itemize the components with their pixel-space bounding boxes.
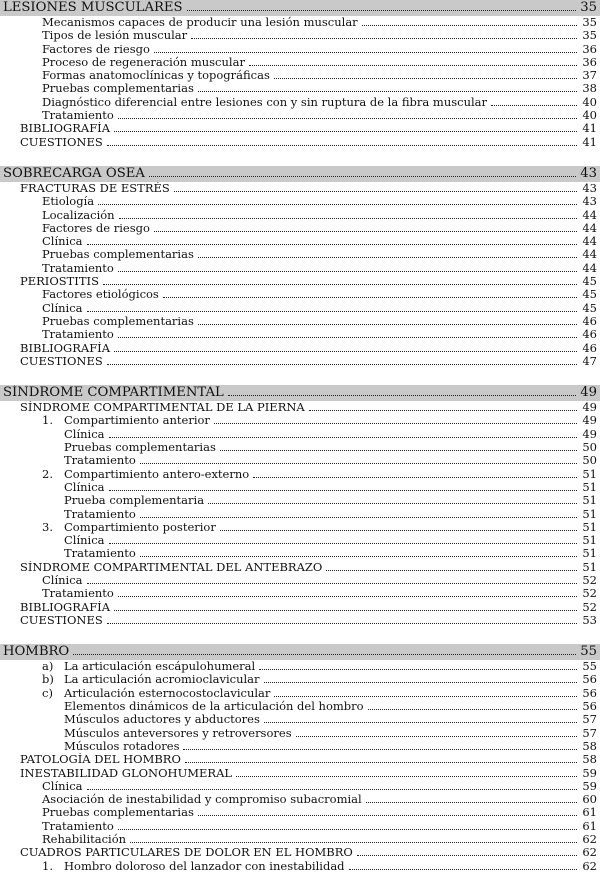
section-header[interactable] <box>0 0 600 16</box>
page-number: 46 <box>582 341 597 355</box>
page-number: 47 <box>582 354 597 368</box>
section-title: SOBRECARGA ÓSEA <box>3 165 145 181</box>
dot-leader <box>208 503 577 504</box>
section-title: LESIONES MUSCULARES <box>3 0 183 15</box>
page-number: 40 <box>582 109 597 123</box>
dot-leader <box>220 450 577 451</box>
page-number: 60 <box>582 793 597 807</box>
dot-leader <box>274 696 577 697</box>
toc-entry[interactable] <box>0 428 600 441</box>
toc-entry[interactable] <box>0 846 600 859</box>
page-number: 51 <box>582 547 597 561</box>
dot-leader <box>366 802 577 803</box>
page-number: 44 <box>582 261 597 275</box>
toc-entry[interactable] <box>0 355 600 368</box>
dot-leader <box>198 91 577 92</box>
toc-entry[interactable] <box>0 401 600 414</box>
dot-leader <box>264 722 577 723</box>
page-number: 51 <box>582 560 597 574</box>
entry-title: Rehabilitación <box>42 833 127 847</box>
dot-leader <box>174 191 577 192</box>
entry-title: Proceso de regeneración muscular <box>42 55 245 69</box>
entry-title: Pruebas complementarias <box>64 441 216 455</box>
dot-leader <box>149 176 576 177</box>
toc-entry[interactable] <box>0 43 600 56</box>
entry-title: BIBLIOGRAFÍA <box>20 122 111 136</box>
toc-entry[interactable] <box>0 222 600 235</box>
entry-title: Compartimiento antero-externo <box>64 467 250 481</box>
dot-leader <box>198 257 577 258</box>
dot-leader <box>107 145 577 146</box>
entry-title: Elementos dinámicos de la articulación del hombro <box>64 700 364 714</box>
toc-entry[interactable] <box>0 414 600 427</box>
section-spacer <box>0 149 600 166</box>
page-number: 51 <box>582 494 597 508</box>
toc-entry[interactable] <box>0 614 600 627</box>
entry-title: PERIOSTITIS <box>20 275 99 289</box>
dot-leader <box>349 869 577 870</box>
dot-leader <box>198 324 577 325</box>
entry-title: Compartimiento anterior <box>64 414 210 428</box>
dot-leader <box>309 410 577 411</box>
page-number: 52 <box>582 600 597 614</box>
toc-entry[interactable] <box>0 806 600 819</box>
dot-leader <box>109 543 577 544</box>
section-header[interactable] <box>0 644 600 660</box>
entry-title: CUESTIONES <box>20 354 103 368</box>
toc-entry[interactable] <box>0 574 600 587</box>
entry-title: Factores etiológicos <box>42 288 159 302</box>
page-number: 44 <box>582 248 597 262</box>
dot-leader <box>163 297 577 298</box>
toc-entry[interactable] <box>0 494 600 507</box>
dot-leader <box>491 105 577 106</box>
dot-leader <box>183 749 577 750</box>
page-number: 51 <box>582 534 597 548</box>
dot-leader <box>118 596 577 597</box>
toc-entry[interactable] <box>0 820 600 833</box>
dot-leader <box>118 271 577 272</box>
entry-title: Prueba complementaria <box>64 494 205 508</box>
dot-leader <box>87 789 577 790</box>
entry-number: c) <box>42 686 53 700</box>
entry-title: BIBLIOGRAFÍA <box>20 341 111 355</box>
page-number: 35 <box>582 16 597 29</box>
toc-entry[interactable] <box>0 262 600 275</box>
entry-title: Clínica <box>42 235 83 249</box>
toc-entry[interactable] <box>0 660 600 673</box>
page-number: 62 <box>582 833 597 847</box>
page-number: 52 <box>582 587 597 601</box>
entry-title: Formas anatomoclínicas y topográficas <box>42 69 270 83</box>
toc-entry[interactable] <box>0 767 600 780</box>
toc-entry[interactable] <box>0 195 600 208</box>
page-number: 45 <box>582 301 597 315</box>
entry-number: 3. <box>42 520 53 534</box>
page-number: 56 <box>582 686 597 700</box>
toc-entry[interactable] <box>0 833 600 846</box>
entry-title: Pruebas complementarias <box>42 806 194 820</box>
toc-entry[interactable] <box>0 342 600 355</box>
dot-leader <box>191 38 577 39</box>
page-number: 51 <box>582 467 597 481</box>
entry-title: CUESTIONES <box>20 135 103 149</box>
toc-entry[interactable] <box>0 122 600 135</box>
entry-title: Pruebas complementarias <box>42 314 194 328</box>
entry-title: Clínica <box>42 573 83 587</box>
dot-leader <box>259 669 577 670</box>
page-number: 53 <box>582 613 597 627</box>
page-number: 44 <box>582 221 597 235</box>
page-number: 44 <box>582 235 597 249</box>
page-number: 35 <box>582 29 597 43</box>
entry-title: Diagnóstico diferencial entre lesiones con y sin ruptura de la fibra muscular <box>42 95 488 109</box>
toc-entry[interactable] <box>0 441 600 454</box>
page-number: 43 <box>580 165 597 181</box>
entry-title: Músculos anteversores y retroversores <box>64 726 292 740</box>
page-number: 50 <box>582 454 597 468</box>
toc-entry[interactable] <box>0 235 600 248</box>
toc-entry[interactable] <box>0 468 600 481</box>
toc-entry[interactable] <box>0 109 600 122</box>
page-number: 35 <box>580 0 597 15</box>
dot-leader <box>109 437 577 438</box>
dot-leader <box>87 244 577 245</box>
dot-leader <box>214 423 577 424</box>
section-spacer <box>0 627 600 644</box>
dot-leader <box>187 10 577 11</box>
page-number: 61 <box>582 819 597 833</box>
dot-leader <box>119 218 577 219</box>
entry-title: Tratamiento <box>64 454 136 468</box>
page-number: 51 <box>582 507 597 521</box>
entry-title: Pruebas complementarias <box>42 82 194 96</box>
entry-title: Hombro doloroso del lanzador con inestabilidad <box>64 859 345 873</box>
page-number: 50 <box>582 441 597 455</box>
page-number: 49 <box>582 427 597 441</box>
dot-leader <box>98 204 577 205</box>
entry-title: Pruebas complementarias <box>42 248 194 262</box>
toc-entry[interactable] <box>0 96 600 109</box>
toc-entry[interactable] <box>0 481 600 494</box>
entry-title: Músculos rotadores <box>64 739 180 753</box>
toc-entry[interactable] <box>0 740 600 753</box>
section-title: HOMBRO <box>3 644 70 660</box>
toc-entry[interactable] <box>0 793 600 806</box>
dot-leader <box>326 570 577 571</box>
page-number: 56 <box>582 673 597 687</box>
entry-title: Clínica <box>64 427 105 441</box>
page-number: 41 <box>582 122 597 136</box>
toc-entry[interactable] <box>0 288 600 301</box>
entry-title: Clínica <box>64 480 105 494</box>
page-number: 37 <box>582 69 597 83</box>
page-number: 52 <box>582 573 597 587</box>
page-number: 41 <box>582 135 597 149</box>
page-number: 46 <box>582 314 597 328</box>
toc-entry[interactable] <box>0 16 600 29</box>
page-number: 45 <box>582 288 597 302</box>
entry-title: Etiología <box>42 195 95 209</box>
page-number: 61 <box>582 806 597 820</box>
dot-leader <box>107 623 577 624</box>
page-number: 44 <box>582 208 597 222</box>
toc-entry[interactable] <box>0 700 600 713</box>
page-number: 46 <box>582 328 597 342</box>
toc-entry[interactable] <box>0 136 600 149</box>
dot-leader <box>118 337 577 338</box>
toc-entry[interactable] <box>0 454 600 467</box>
toc-entry[interactable] <box>0 727 600 740</box>
toc-entry[interactable] <box>0 561 600 574</box>
dot-leader <box>118 829 577 830</box>
toc-entry[interactable] <box>0 860 600 873</box>
entry-title: Tratamiento <box>42 587 114 601</box>
dot-leader <box>357 855 577 856</box>
page-number: 57 <box>582 713 597 727</box>
dot-leader <box>198 815 577 816</box>
dot-leader <box>274 78 577 79</box>
entry-title: La articulación acromioclavicular <box>64 673 260 687</box>
toc-entry[interactable] <box>0 82 600 95</box>
entry-title: Factores de riesgo <box>42 42 150 56</box>
toc-entry[interactable] <box>0 534 600 547</box>
entry-title: Tratamiento <box>64 507 136 521</box>
dot-leader <box>109 490 577 491</box>
toc-entry[interactable] <box>0 673 600 686</box>
dot-leader <box>140 463 577 464</box>
entry-title: SÍNDROME COMPARTIMENTAL DEL ANTEBRAZO <box>20 560 323 574</box>
section-header[interactable] <box>0 385 600 401</box>
entry-number: a) <box>42 660 54 674</box>
dot-leader <box>368 709 577 710</box>
dot-leader <box>249 65 577 66</box>
entry-title: SÍNDROME COMPARTIMENTAL DE LA PIERNA <box>20 401 305 415</box>
page-number: 57 <box>582 726 597 740</box>
dot-leader <box>228 395 576 396</box>
dot-leader <box>114 351 577 352</box>
dot-leader <box>154 52 577 53</box>
page-number: 40 <box>582 95 597 109</box>
page-number: 51 <box>582 520 597 534</box>
dot-leader <box>220 530 577 531</box>
page-number: 51 <box>582 480 597 494</box>
entry-number: 1. <box>42 414 53 428</box>
entry-title: PATOLOGÍA DEL HOMBRO <box>20 753 181 767</box>
toc-entry[interactable] <box>0 29 600 42</box>
toc-entry[interactable] <box>0 687 600 700</box>
toc-entry[interactable] <box>0 780 600 793</box>
entry-title: CUADROS PARTICULARES DE DOLOR EN EL HOMBRO <box>20 846 353 860</box>
page-number: 62 <box>582 846 597 860</box>
entry-title: Tratamiento <box>42 819 114 833</box>
section-spacer <box>0 368 600 385</box>
entry-number: 1. <box>42 859 53 873</box>
page-number: 43 <box>582 181 597 195</box>
dot-leader <box>185 762 577 763</box>
entry-title: Tratamiento <box>42 109 114 123</box>
toc-entry[interactable] <box>0 753 600 766</box>
toc-entry[interactable] <box>0 601 600 614</box>
toc-entry[interactable] <box>0 587 600 600</box>
entry-title: Asociación de inestabilidad y compromiso subacromial <box>42 793 362 807</box>
section-title: SÍNDROME COMPARTIMENTAL <box>3 385 224 401</box>
entry-title: Clínica <box>42 779 83 793</box>
dot-leader <box>87 311 577 312</box>
entry-title: CUESTIONES <box>20 613 103 627</box>
entry-title: Compartimiento posterior <box>64 520 216 534</box>
dot-leader <box>236 776 577 777</box>
entry-title: Localización <box>42 208 115 222</box>
dot-leader <box>114 610 577 611</box>
page-number: 38 <box>582 82 597 96</box>
page-number: 49 <box>582 401 597 415</box>
entry-title: Clínica <box>64 534 105 548</box>
dot-leader <box>118 118 577 119</box>
toc-entry[interactable] <box>0 508 600 521</box>
page-number: 55 <box>580 644 597 660</box>
dot-leader <box>296 736 577 737</box>
toc-entry[interactable] <box>0 69 600 82</box>
entry-title: BIBLIOGRAFÍA <box>20 600 111 614</box>
page-number: 43 <box>582 195 597 209</box>
dot-leader <box>140 517 577 518</box>
dot-leader <box>362 25 577 26</box>
entry-title: Tratamiento <box>42 261 114 275</box>
page-number: 56 <box>582 700 597 714</box>
entry-title: Mecanismos capaces de producir una lesión muscular <box>42 16 358 29</box>
entry-number: 2. <box>42 467 53 481</box>
dot-leader <box>107 364 577 365</box>
toc-entry[interactable] <box>0 328 600 341</box>
dot-leader <box>253 477 577 478</box>
entry-title: Músculos aductores y abductores <box>64 713 260 727</box>
entry-title: Clínica <box>42 301 83 315</box>
toc-entry[interactable] <box>0 248 600 261</box>
dot-leader <box>154 231 577 232</box>
page-number: 49 <box>582 414 597 428</box>
page-number: 58 <box>582 739 597 753</box>
entry-title: Articulación esternocostoclavicular <box>64 686 271 700</box>
dot-leader <box>73 654 576 655</box>
page-number: 36 <box>582 42 597 56</box>
toc-entry[interactable] <box>0 209 600 222</box>
entry-number: b) <box>42 673 54 687</box>
page-number: 55 <box>582 660 597 674</box>
page-number: 58 <box>582 753 597 767</box>
dot-leader <box>264 682 577 683</box>
page-number: 49 <box>580 385 597 401</box>
dot-leader <box>103 284 577 285</box>
entry-title: La articulación escápulohumeral <box>64 660 256 674</box>
dot-leader <box>140 556 577 557</box>
toc-entry[interactable] <box>0 547 600 560</box>
page-number: 62 <box>582 859 597 873</box>
page-number: 45 <box>582 275 597 289</box>
toc-entry[interactable] <box>0 315 600 328</box>
entry-title: Tratamiento <box>42 328 114 342</box>
toc-entry[interactable] <box>0 56 600 69</box>
entry-title: Factores de riesgo <box>42 221 150 235</box>
dot-leader <box>87 583 577 584</box>
toc-entry[interactable] <box>0 302 600 315</box>
section-header[interactable] <box>0 166 600 182</box>
entry-title: INESTABILIDAD GLONOHUMERAL <box>20 766 233 780</box>
page-number: 36 <box>582 55 597 69</box>
toc-entry[interactable] <box>0 521 600 534</box>
dot-leader <box>130 842 577 843</box>
entry-title: Tipos de lesión muscular <box>42 29 188 43</box>
dot-leader <box>114 131 577 132</box>
toc-entry[interactable] <box>0 182 600 195</box>
page-number: 59 <box>582 766 597 780</box>
entry-title: Tratamiento <box>64 547 136 561</box>
entry-title: FRACTURAS DE ESTRÉS <box>20 181 170 195</box>
page-number: 59 <box>582 779 597 793</box>
toc-entry[interactable] <box>0 713 600 726</box>
toc-entry[interactable] <box>0 275 600 288</box>
